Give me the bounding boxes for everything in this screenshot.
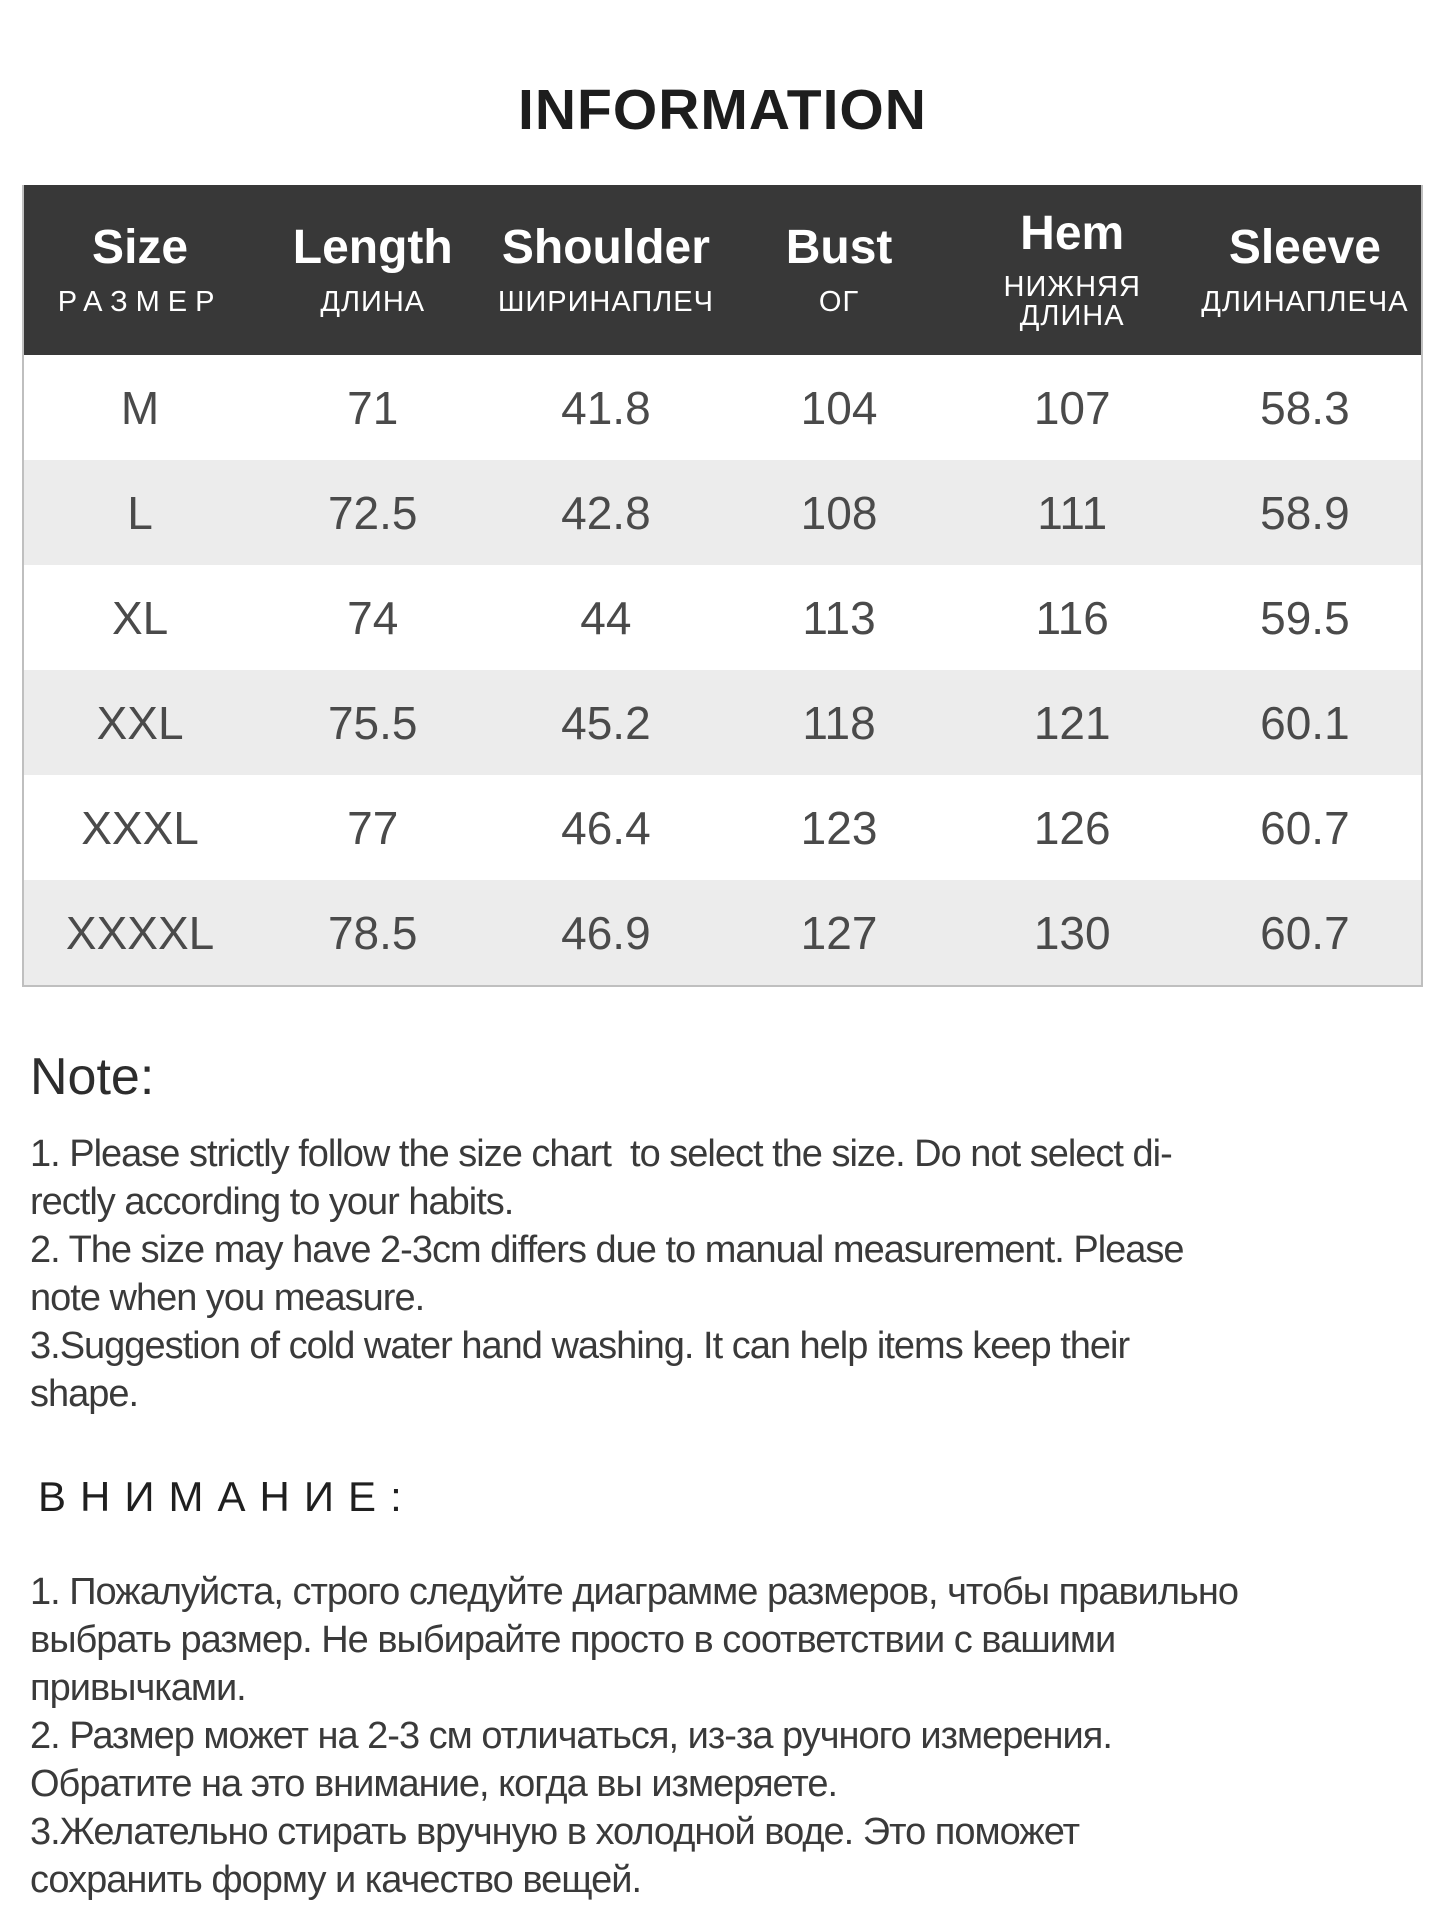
shoulder-cell: 42.8 bbox=[561, 486, 651, 539]
length-cell: 78.5 bbox=[327, 906, 418, 959]
column-header-hem-en: Hem bbox=[1020, 206, 1125, 260]
length-cell: 77 bbox=[347, 801, 399, 854]
bust-cell: 113 bbox=[802, 591, 876, 644]
attention-line: Обратите на это внимание, когда вы измеряете. bbox=[30, 1763, 838, 1806]
column-header-bust bbox=[722, 185, 955, 355]
bust-cell: 123 bbox=[800, 801, 878, 854]
note-line: 2. The size may have 2-3cm differs due to manual measurement. Please bbox=[30, 1229, 1184, 1272]
bust-cell: 127 bbox=[800, 906, 878, 959]
column-header-bust-ru: ОГ bbox=[818, 285, 860, 318]
attention-line: 1. Пожалуйста, строго следуйте диаграмме размеров, чтобы правильно bbox=[30, 1571, 1238, 1614]
attention-line: выбрать размер. Не выбирайте просто в соответствии с вашими bbox=[30, 1619, 1116, 1662]
column-header-size-en: Size bbox=[92, 221, 189, 275]
hem-cell: 116 bbox=[1035, 591, 1109, 644]
column-header-shoulder-en: Shoulder bbox=[501, 221, 710, 275]
header-row bbox=[23, 185, 1422, 355]
sleeve-cell: 58.9 bbox=[1260, 486, 1350, 539]
column-header-size-ru: РАЗМЕР bbox=[57, 285, 223, 318]
shoulder-cell: 44 bbox=[580, 591, 632, 644]
column-header-hem bbox=[956, 185, 1189, 355]
sleeve-cell: 60.7 bbox=[1260, 801, 1350, 854]
table-row-l bbox=[23, 460, 1422, 565]
table-row-xl bbox=[23, 565, 1422, 670]
table-row-xxxl bbox=[23, 775, 1422, 880]
size-cell: XXL bbox=[96, 696, 184, 749]
column-header-length bbox=[256, 185, 489, 355]
sleeve-cell: 59.5 bbox=[1260, 591, 1350, 644]
note-heading: Note: bbox=[30, 1048, 155, 1106]
bust-cell: 118 bbox=[802, 696, 876, 749]
note-line: rectly according to your habits. bbox=[30, 1181, 514, 1224]
hem-cell: 107 bbox=[1033, 381, 1111, 434]
column-header-sleeve-en: Sleeve bbox=[1228, 221, 1381, 275]
hem-cell: 130 bbox=[1033, 906, 1111, 959]
sleeve-cell: 58.3 bbox=[1260, 381, 1350, 434]
table-row-xxxxl bbox=[23, 880, 1422, 986]
hem-cell: 126 bbox=[1033, 801, 1111, 854]
column-header-shoulder-ru: ШИРИНАПЛЕЧ bbox=[497, 285, 714, 318]
length-cell: 71 bbox=[347, 381, 399, 434]
note-line: note when you measure. bbox=[30, 1277, 425, 1320]
size-cell: L bbox=[127, 486, 153, 539]
shoulder-cell: 45.2 bbox=[561, 696, 651, 749]
note-line: 1. Please strictly follow the size chart to select the size. Do not select di- bbox=[30, 1133, 1172, 1176]
shoulder-cell: 46.4 bbox=[561, 801, 651, 854]
notes-section bbox=[30, 1049, 1417, 1904]
column-header-shoulder bbox=[489, 185, 722, 355]
hem-cell: 121 bbox=[1033, 696, 1111, 749]
size-cell: XXXL bbox=[81, 801, 199, 854]
size-cell: XXXXL bbox=[65, 906, 215, 959]
sleeve-cell: 60.1 bbox=[1260, 696, 1350, 749]
page-title: INFORMATION bbox=[518, 78, 927, 142]
attention-text bbox=[30, 1568, 1417, 1904]
size-chart-body bbox=[23, 355, 1422, 986]
note-text bbox=[30, 1130, 1417, 1418]
size-cell: M bbox=[120, 381, 160, 434]
length-cell: 72.5 bbox=[327, 486, 418, 539]
table-row-m bbox=[23, 355, 1422, 460]
attention-line: 2. Размер может на 2-3 см отличаться, из-за ручного измерения. bbox=[30, 1715, 1112, 1758]
column-header-sleeve bbox=[1189, 185, 1422, 355]
attention-line: привычками. bbox=[30, 1667, 246, 1710]
size-chart-table bbox=[22, 185, 1423, 987]
column-header-hem-ru: НИЖНЯЯ ДЛИНА bbox=[1003, 271, 1141, 333]
note-line: shape. bbox=[30, 1373, 139, 1416]
length-cell: 75.5 bbox=[327, 696, 418, 749]
column-header-length-ru: ДЛИНА bbox=[320, 285, 426, 318]
hem-cell: 111 bbox=[1037, 486, 1108, 539]
size-cell: XL bbox=[111, 591, 169, 644]
column-header-size bbox=[23, 185, 256, 355]
attention-line: сохранить форму и качество вещей. bbox=[30, 1859, 641, 1902]
attention-line: 3.Желательно стирать вручную в холодной воде. Это поможет bbox=[30, 1811, 1080, 1854]
sleeve-cell: 60.7 bbox=[1260, 906, 1350, 959]
length-cell: 74 bbox=[347, 591, 399, 644]
table-row-xxl bbox=[23, 670, 1422, 775]
shoulder-cell: 41.8 bbox=[561, 381, 651, 434]
bust-cell: 108 bbox=[800, 486, 878, 539]
column-header-length-en: Length bbox=[292, 221, 453, 275]
column-header-bust-en: Bust bbox=[785, 221, 893, 275]
shoulder-cell: 46.9 bbox=[561, 906, 651, 959]
note-line: 3.Suggestion of cold water hand washing. It can help items keep their bbox=[30, 1325, 1130, 1368]
size-chart-header bbox=[23, 185, 1422, 355]
column-header-sleeve-ru: ДЛИНАПЛЕЧА bbox=[1201, 285, 1409, 318]
attention-heading: ВНИМАНИЕ: bbox=[38, 1473, 416, 1521]
bust-cell: 104 bbox=[800, 381, 878, 434]
